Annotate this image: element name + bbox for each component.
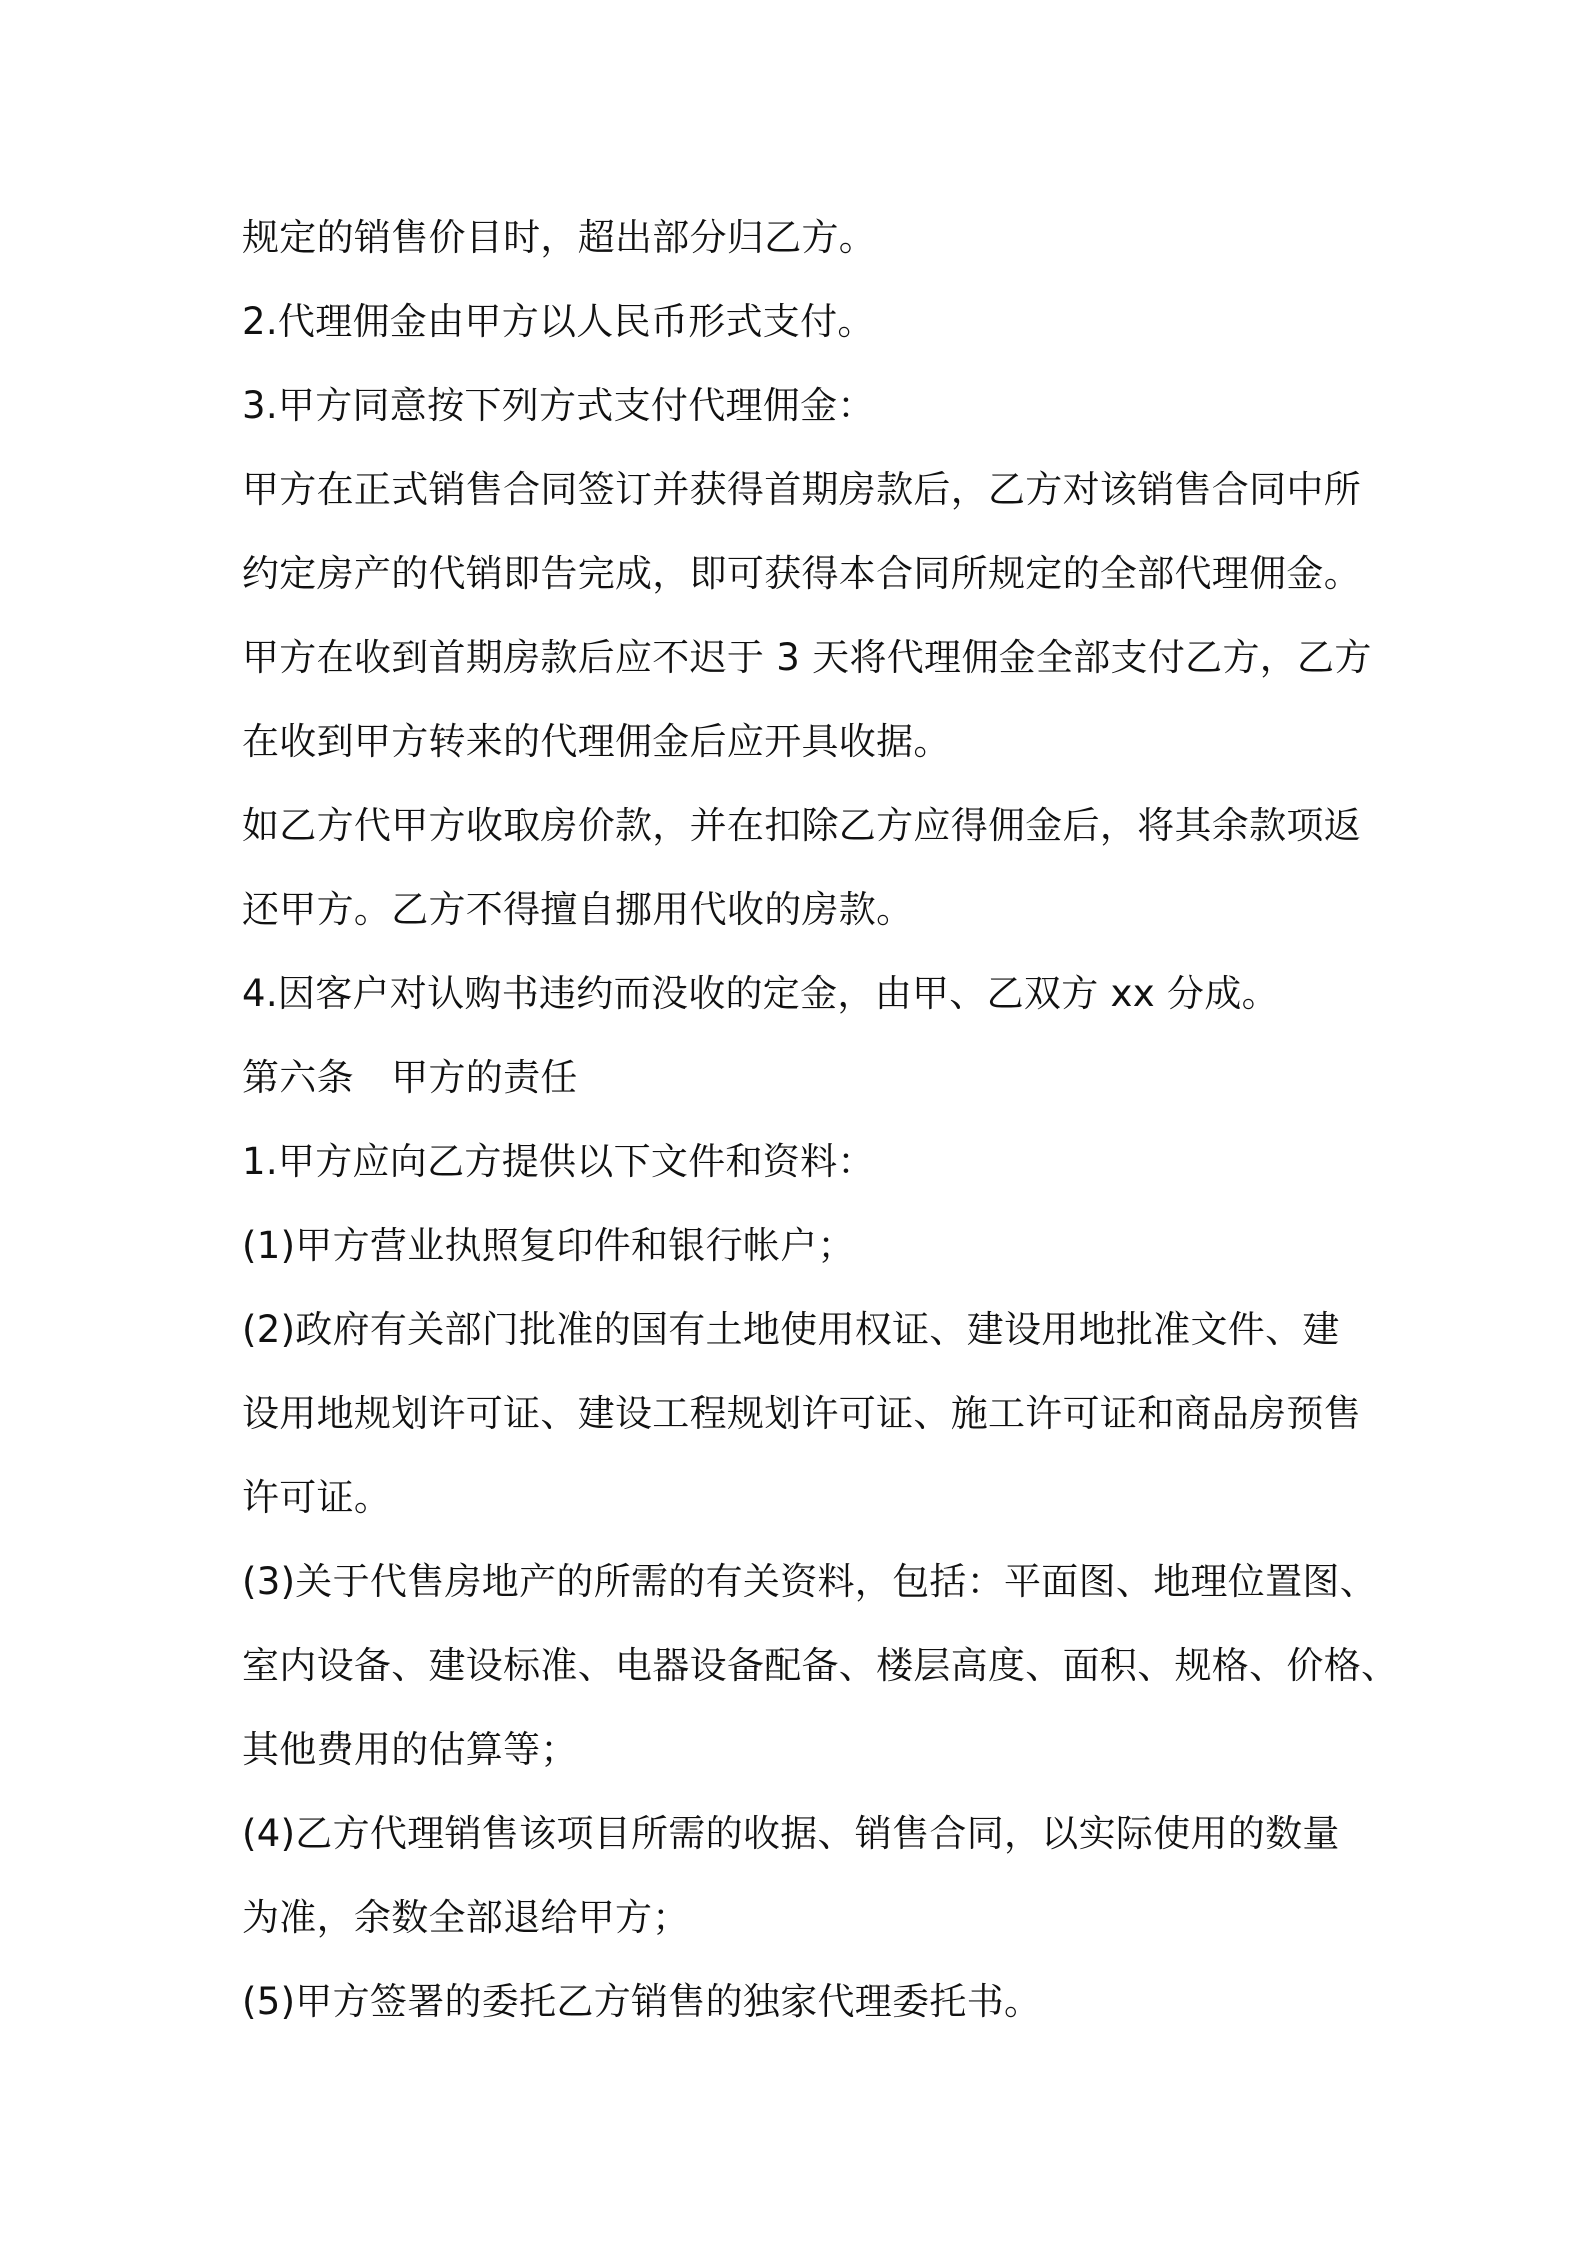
text-line: 约定房产的代销即告完成，即可获得本合同所规定的全部代理佣金。 bbox=[242, 552, 1361, 595]
text-line: 设用地规划许可证、建设工程规划许可证、施工许可证和商品房预售 bbox=[242, 1392, 1361, 1435]
text-line: (2)政府有关部门批准的国有土地使用权证、建设用地批准文件、建 bbox=[242, 1308, 1340, 1351]
text-line: 1.甲方应向乙方提供以下文件和资料： bbox=[242, 1140, 875, 1183]
text-line: 甲方在正式销售合同签订并获得首期房款后，乙方对该销售合同中所 bbox=[242, 468, 1361, 511]
text-line: (4)乙方代理销售该项目所需的收据、销售合同，以实际使用的数量 bbox=[242, 1812, 1340, 1855]
text-line: 在收到甲方转来的代理佣金后应开具收据。 bbox=[242, 720, 951, 763]
text-line: 4.因客户对认购书违约而没收的定金，由甲、乙双方 xx 分成。 bbox=[242, 972, 1279, 1015]
text-line: (3)关于代售房地产的所需的有关资料，包括：平面图、地理位置图、 bbox=[242, 1560, 1378, 1603]
text-line: (1)甲方营业执照复印件和银行帐户； bbox=[242, 1224, 855, 1267]
text-line: 还甲方。乙方不得擅自挪用代收的房款。 bbox=[242, 888, 914, 931]
text-line: 其他费用的估算等； bbox=[242, 1728, 578, 1771]
text-line: 甲方在收到首期房款后应不迟于 3 天将代理佣金全部支付乙方，乙方 bbox=[242, 636, 1372, 679]
text-line: (5)甲方签署的委托乙方销售的独家代理委托书。 bbox=[242, 1980, 1042, 2023]
section-heading: 第六条 甲方的责任 bbox=[242, 1056, 578, 1099]
text-line: 许可证。 bbox=[242, 1476, 392, 1519]
text-line: 3.甲方同意按下列方式支付代理佣金： bbox=[242, 384, 875, 427]
text-line: 如乙方代甲方收取房价款，并在扣除乙方应得佣金后，将其余款项返 bbox=[242, 804, 1361, 847]
contract-text bbox=[242, 196, 1399, 2044]
text-line: 为准，余数全部退给甲方； bbox=[242, 1896, 690, 1939]
text-line: 规定的销售价目时，超出部分归乙方。 bbox=[242, 216, 877, 259]
text-line: 室内设备、建设标准、电器设备配备、楼层高度、面积、规格、价格、 bbox=[242, 1644, 1399, 1687]
text-line: 2.代理佣金由甲方以人民币形式支付。 bbox=[242, 300, 875, 343]
